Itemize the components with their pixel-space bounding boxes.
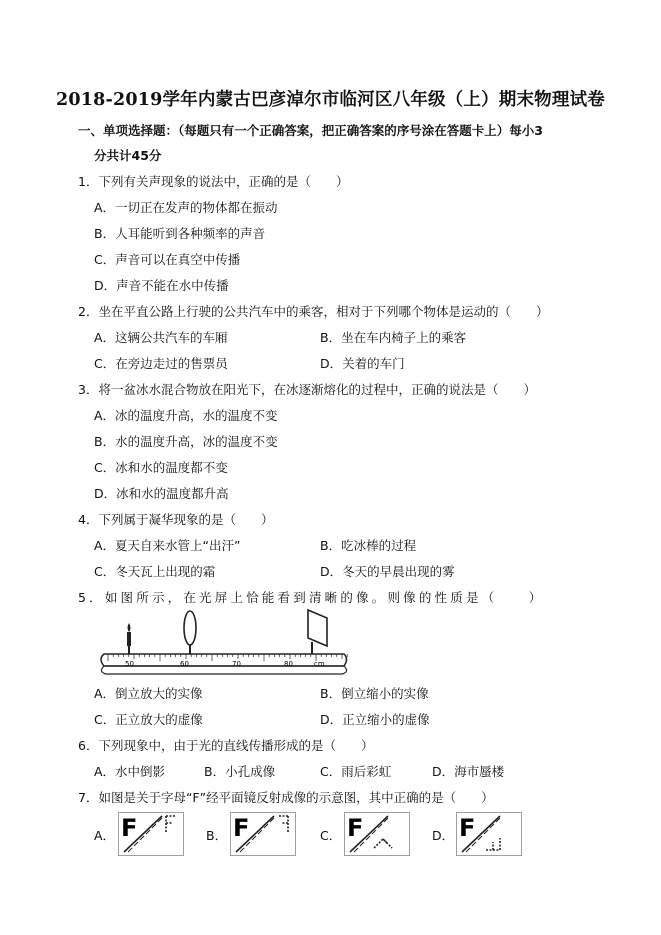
q1-option-d[interactable]: D．声音不能在水中传播: [94, 278, 229, 293]
q6-option-c[interactable]: C．雨后彩虹: [320, 764, 392, 779]
question-1-stem: 1．下列有关声现象的说法中，正确的是（ ）: [78, 174, 349, 189]
section-heading-line2: 分共计45分: [94, 148, 162, 163]
light-screen-icon: [308, 610, 327, 654]
letter-f: F: [347, 814, 364, 842]
q1-option-a[interactable]: A．一切正在发声的物体都在振动: [94, 200, 278, 215]
q7-option-d-label[interactable]: D．: [432, 828, 455, 843]
q2-option-b[interactable]: B．坐在车内椅子上的乘客: [320, 330, 467, 345]
q4-option-d[interactable]: D．冬天的早晨出现的雾: [320, 564, 455, 579]
candle-icon: [127, 623, 131, 654]
ruler-label-70: 70: [232, 660, 241, 668]
q5-option-d[interactable]: D．正立缩小的虚像: [320, 712, 430, 727]
ruler-label-80: 80: [284, 660, 293, 668]
q3-option-a[interactable]: A．冰的温度升高，水的温度不变: [94, 408, 278, 423]
mirror-figure-a: [118, 812, 184, 856]
q6-option-a[interactable]: A．水中倒影: [94, 764, 166, 779]
section-heading-line1: 一、单项选择题：（每题只有一个正确答案，把正确答案的序号涂在答题卡上）每小3: [78, 123, 543, 138]
ruler-label-50: 50: [125, 660, 134, 668]
q6-option-d[interactable]: D．海市蜃楼: [432, 764, 505, 779]
q6-option-b[interactable]: B．小孔成像: [204, 764, 276, 779]
q3-option-b[interactable]: B．水的温度升高，冰的温度不变: [94, 434, 278, 449]
question-7-stem: 7．如图是关于字母“F”经平面镜反射成像的示意图，其中正确的是（ ）: [78, 790, 494, 805]
ruler-label-60: 60: [180, 660, 189, 668]
q4-option-a[interactable]: A．夏天自来水管上“出汗”: [94, 538, 241, 553]
page-title: 2018-2019学年内蒙古巴彦淖尔市临河区八年级（上）期末物理试卷: [56, 90, 605, 110]
mirror-figure-b: [230, 812, 296, 856]
convex-lens-icon: [184, 611, 196, 654]
q1-option-c[interactable]: C．声音可以在真空中传播: [94, 252, 241, 267]
ruler-bench: [101, 654, 347, 674]
optical-bench-figure: [94, 606, 354, 676]
q7-option-a-label[interactable]: A．: [94, 828, 116, 843]
ruler-label-unit: cm: [314, 660, 325, 668]
question-6-stem: 6．下列现象中，由于光的直线传播形成的是（ ）: [78, 738, 374, 753]
q5-option-c[interactable]: C．正立放大的虚像: [94, 712, 203, 727]
q2-option-c[interactable]: C．在旁边走过的售票员: [94, 356, 228, 371]
q2-option-a[interactable]: A．这辆公共汽车的车厢: [94, 330, 228, 345]
letter-f: F: [121, 814, 138, 842]
letter-f: F: [459, 814, 476, 842]
letter-f: F: [233, 814, 250, 842]
q7-option-b-label[interactable]: B．: [206, 828, 228, 843]
q2-option-d[interactable]: D．关着的车门: [320, 356, 405, 371]
question-2-stem: 2．坐在平直公路上行驶的公共汽车中的乘客，相对于下列哪个物体是运动的（ ）: [78, 304, 549, 319]
q3-option-c[interactable]: C．冰和水的温度都不变: [94, 460, 228, 475]
question-3-stem: 3．将一盆冰水混合物放在阳光下，在冰逐渐熔化的过程中，正确的说法是（ ）: [78, 382, 536, 397]
q7-option-c-label[interactable]: C．: [320, 828, 342, 843]
q4-option-b[interactable]: B．吃冰棒的过程: [320, 538, 417, 553]
question-4-stem: 4．下列属于凝华现象的是（ ）: [78, 512, 274, 527]
question-5-stem: 5．如图所示，在光屏上恰能看到清晰的像。则像的性质是（ ）: [78, 590, 545, 605]
mirror-figure-c: [344, 812, 410, 856]
q5-option-b[interactable]: B．倒立缩小的实像: [320, 686, 429, 701]
q5-option-a[interactable]: A．倒立放大的实像: [94, 686, 203, 701]
q1-option-b[interactable]: B．人耳能听到各种频率的声音: [94, 226, 266, 241]
q3-option-d[interactable]: D．冰和水的温度都升高: [94, 486, 229, 501]
mirror-figure-d: [456, 812, 522, 856]
q4-option-c[interactable]: C．冬天瓦上出现的霜: [94, 564, 216, 579]
